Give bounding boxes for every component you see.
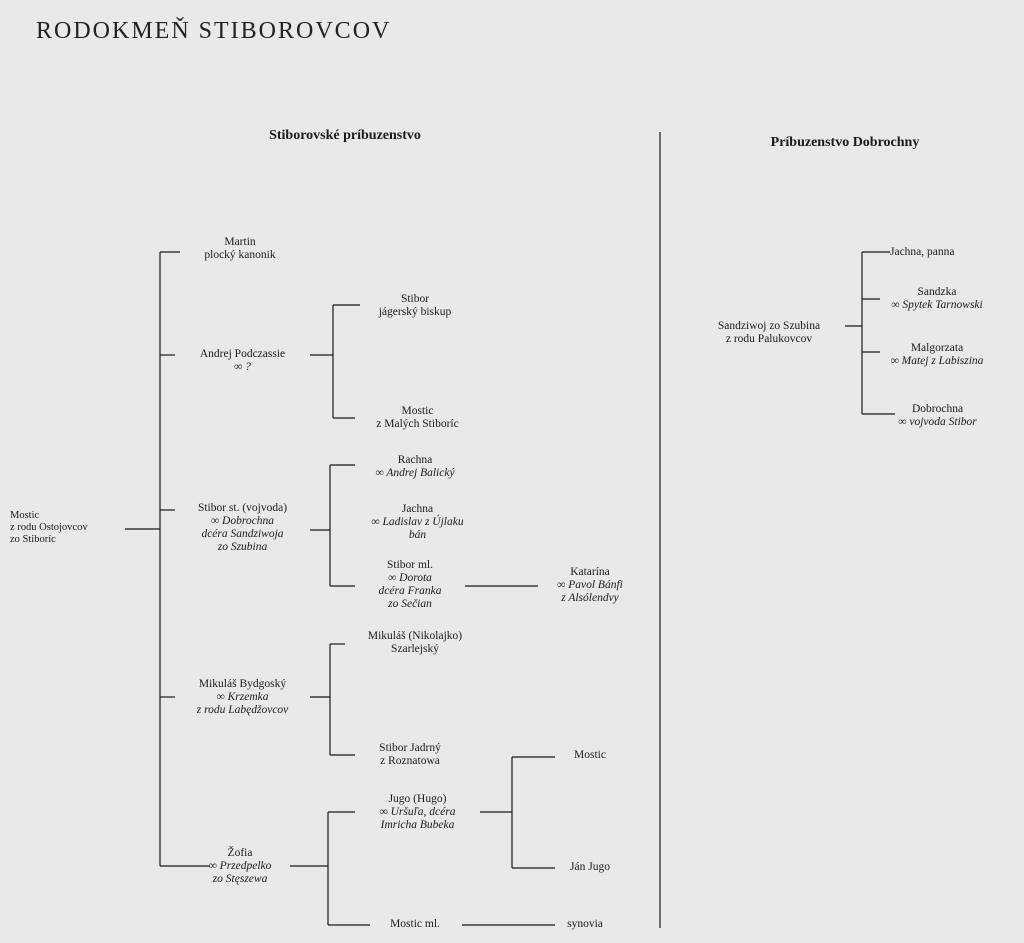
node-martin: Martin plocký kanonik bbox=[204, 236, 276, 261]
node-jachna: Jachna ∞ Ladislav z Újlaku bán bbox=[371, 503, 464, 541]
node-mostic-maly: Mostic z Malých Stiboríc bbox=[376, 405, 459, 430]
node-rachna: Rachna ∞ Andrej Balický bbox=[375, 454, 455, 479]
node-jugo: Jugo (Hugo) ∞ Uršuľa, dcéra Imricha Bubeka bbox=[379, 793, 456, 831]
node-jachna-panna: Jachna, panna bbox=[890, 246, 955, 258]
section-header-right: Príbuzenstvo Dobrochny bbox=[770, 135, 920, 150]
node-stibor-biskup: Stibor jágerský biskup bbox=[378, 293, 452, 318]
node-synovia: synovia bbox=[567, 918, 603, 930]
node-dobrochna: Dobrochna ∞ vojvoda Stibor bbox=[898, 403, 977, 428]
node-sandziwoj: Sandziwoj zo Szubina z rodu Palukovcov bbox=[717, 320, 821, 345]
node-sandzka: Sandzka ∞ Spytek Tarnowski bbox=[891, 286, 983, 311]
node-mikulas-bydgosky: Mikuláš Bydgoský ∞ Krzemka z rodu Labędžovcov bbox=[196, 678, 289, 716]
node-jan-jugo: Ján Jugo bbox=[570, 861, 610, 873]
node-mikulas-nikolajko: Mikuláš (Nikolajko) Szarlejský bbox=[367, 630, 463, 655]
page-title: RODOKMEŇ STIBOROVCOV bbox=[36, 18, 392, 44]
node-malgorzata: Malgorzata ∞ Matej z Labiszina bbox=[890, 342, 984, 367]
node-zofia: Žofia ∞ Przedpelko zo Stęszewa bbox=[208, 847, 272, 885]
section-header-left: Stiborovské príbuzenstvo bbox=[269, 128, 421, 143]
node-katarina: Katarína ∞ Pavol Bánfi z Alsólendvy bbox=[557, 566, 623, 604]
node-stibor-st: Stibor st. (vojvoda) ∞ Dobrochna dcéra Sandziwoja zo Szubina bbox=[197, 502, 288, 553]
node-stibor-jadrny: Stibor Jadrný z Roznatowa bbox=[379, 742, 441, 767]
node-stibor-ml: Stibor ml. ∞ Dorota dcéra Franka zo Sečian bbox=[378, 559, 442, 610]
node-root-mostic: Mostic z rodu Ostojovcov zo Stiboríc bbox=[10, 510, 88, 545]
node-andrej: Andrej Podczassie ∞ ? bbox=[199, 348, 286, 373]
node-mostic-jugo: Mostic bbox=[574, 749, 606, 761]
node-mostic-ml: Mostic ml. bbox=[390, 918, 440, 930]
